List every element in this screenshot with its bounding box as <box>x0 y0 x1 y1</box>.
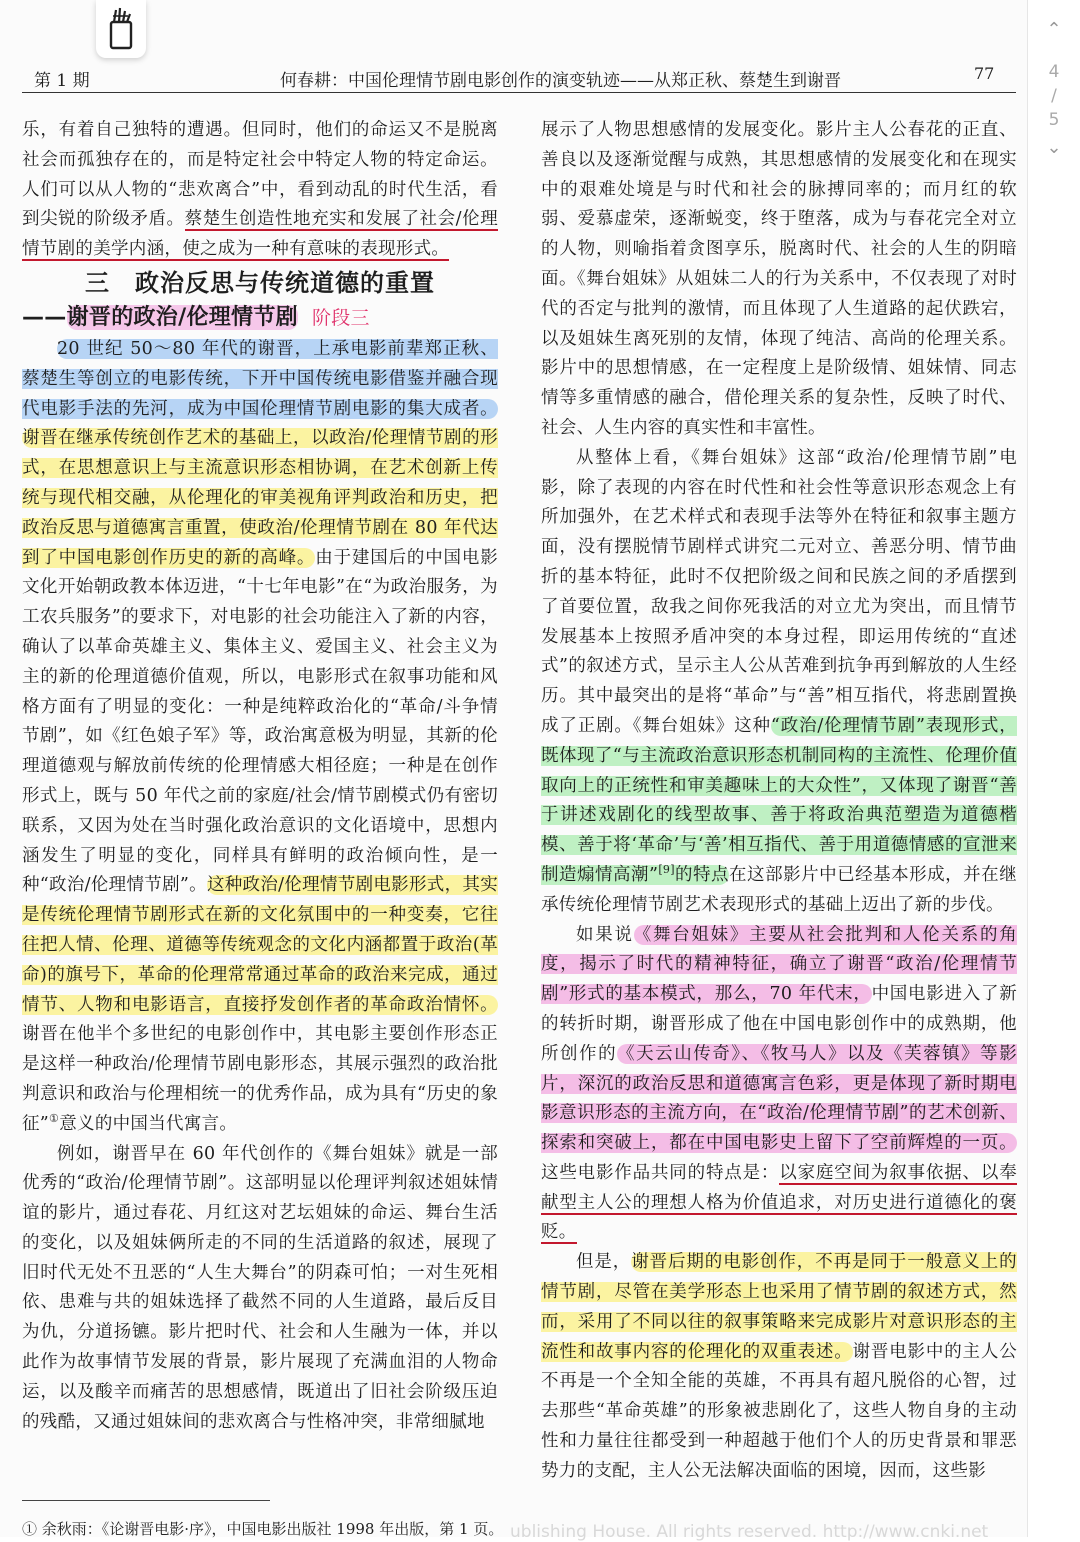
blue-highlight[interactable]: 20 世纪 50～80 年代的谢晋，上承电影前辈郑正秋、蔡楚生等创立的电影传统，下开中国传统电影借鉴并融合现代电影手法的先河，成为中国伦理情节剧电影的集大成者。 <box>22 338 498 419</box>
pink-highlight[interactable]: 《舞台姐妹》主要从社会批判和人伦关系的角度，揭示了时代的精神特征，确立了谢晋“政治/伦理情节剧”形式的基本模式，那么，70 年代末， <box>541 924 1018 1005</box>
chevron-up-icon[interactable]: ⌃ <box>1046 19 1062 40</box>
page-separator: / <box>1051 86 1057 106</box>
text: 的特点 <box>674 864 730 885</box>
article-title: 何春耕：中国伦理情节剧电影创作的演变轨迹——从郑正秋、蔡楚生到谢晋 <box>280 71 841 91</box>
text: 意义的中国当代寓言。 <box>59 1113 238 1134</box>
footnote-rule <box>22 1500 270 1501</box>
stage-label-annotation[interactable]: 阶段三 <box>311 306 370 329</box>
issue-label: 第 1 期 <box>34 71 90 91</box>
yellow-highlight[interactable]: 这种政治/伦理情节剧电影形式，其实是传统伦理情节剧形式在新的文化氛围中的一种变奏，它往往把人情、伦理、道德等传统观念的文化内涵都置于政治(革命)的旗号下，革命的伦理常常通过革命的政治来完成，通过情节、人物和电影语言，直接抒发创作者的革命政治情怀。 <box>22 875 498 1015</box>
reference-marker[interactable]: [9] <box>658 863 675 877</box>
text: 如果说 <box>576 924 634 945</box>
current-page: 4 <box>1048 62 1060 82</box>
green-highlight[interactable] <box>541 716 1017 885</box>
annotation-tool-button[interactable] <box>96 0 146 58</box>
text: 但是， <box>576 1252 632 1273</box>
subtitle-dash: —— <box>22 304 67 330</box>
text: 从整体上看，《舞台姐妹》这部“政治/伦理情节剧”电影，除了表现的内容在时代性和社会性等意识形态观念上有所加强外，在艺术样式和表现手法等外在特征和叙事主题方面，没有摆脱情节剧样式讲究二元对立、善恶分明、情节曲折的基本特征，此时不仅把阶级之间和民族之间的矛盾摆到了首要位置，敌我之间你死我活的对立尤为突出，而且情节发展基本上按照矛盾冲突的本身过程，即运用传统的“直述式”的叙述方式，呈示主人公从苦难到抗争再到解放的人生经历。其中最突出的是将“革命”与“善”相互指代，将悲剧置换成了正剧。《舞台姐妹》这种 <box>541 447 1017 736</box>
right-column <box>541 116 1017 1487</box>
text: 谢晋在他半个多世纪的电影创作中，其电影主要创作形态正是这样一种政治/伦理情节剧电影形态，其展示强烈的政治批判意识和政治与伦理相统一的优秀作品，成为具有“历史的象征” <box>22 1024 498 1134</box>
footnote: ① 余秋雨：《论谢晋电影·序》，中国电影出版社 1998 年出版，第 1 页。 <box>22 1520 504 1538</box>
section-title: 三 政治反思与传统道德的重置 <box>85 268 435 297</box>
running-header <box>22 64 1016 94</box>
yellow-highlight[interactable]: 谢晋在继承传统创作艺术的基础上，以政治/伦理情节剧的形式，在思想意识上与主流意识形态相协调，在艺术创新上传统与现代相交融，从伦理化的审美视角评判政治和历史，把政治反思与道德寓言重置，使政治/伦理情节剧在 80 年代达到了中国电影创作历史的新的高峰。 <box>22 428 498 568</box>
right-paragraph-3 <box>541 921 1017 1249</box>
pink-highlight[interactable]: 《天云山传奇》、《牧马人》以及《芙蓉镇》等影片，深沉的政治反思和道德寓言色彩，更是体现了新时期电影意识形态的主流方向，在“政治/伦理情节剧”的艺术创新、探索和突破上，都在中国电影史上留下了空前辉煌的一页。 <box>541 1043 1018 1154</box>
left-column <box>22 116 498 1437</box>
text: 这些电影作品共同的特点是： <box>541 1162 780 1183</box>
page-number: 77 <box>974 64 995 83</box>
right-paragraph-1: 展示了人物思想感情的发展变化。影片主人公春花的正直、善良以及逐渐觉醒与成熟，其思想感情的发展变化和在现实中的艰难处境是与时代和社会的脉搏同率的；而月红的软弱、爱慕虚荣，逐渐蜕变，终于堕落，成为与春花完全对立的人物，则喻指着贪图享乐，脱离时代、社会的人生的阴暗面。《舞台姐妹》从姐妹二人的行为关系中，不仅表现了对时代的否定与批判的激情，而且体现了人生道路的起伏跌宕，以及姐妹生离死别的友情，体现了纯洁、高尚的伦理关系。影片中的思想情感，在一定程度上是阶级情、姐妹情、同志情等多重情感的融合，借伦理关系的复杂性，反映了时代、社会、人生内容的真实性和丰富性。 <box>541 120 1017 438</box>
text: 中国电影进入了新的转折时期，谢晋形成了他在中国电影创作中的成熟期，他所创作的 <box>541 984 1017 1064</box>
left-paragraph-1 <box>22 116 498 265</box>
text: “政治/伦理情节剧”表现形式，既体现了“与主流政治意识形态机制同构的主流性、伦理价值取向上的正统性和审美趣味上的大众性”，又体现了谢晋“善于讲述戏剧化的线型故事、善于将政治典范塑造为道德楷模、善于将‘革命’与‘善’相互指代、善于用道德情感的宣泄来制造煽情高潮” <box>541 715 1017 885</box>
chevron-down-icon[interactable]: ⌄ <box>1046 137 1062 158</box>
text: 谢晋电影中的主人公不再是一个全知全能的英雄，不再具有超凡脱俗的心智，过去那些“革命英雄”的形象被悲剧化了，这些人物自身的主动性和力量往往都受到一种超越于他们个人的历史背景和罪恶势力的支配，主人公无法解决面临的困境，因而，这些影 <box>541 1341 1017 1481</box>
red-underline-annotation[interactable]: 以家庭空间为叙事依据、以奉献型主人公的理想人格为价值追求，对历史进行道德化的褒贬。 <box>541 1162 1017 1243</box>
footnote-marker[interactable]: ① <box>49 1111 60 1125</box>
section-subtitle <box>22 301 498 335</box>
pen-holder-icon <box>108 6 134 50</box>
subtitle-highlight[interactable]: 谢晋的政治/伦理情节剧 <box>66 304 298 330</box>
page-counter <box>1040 60 1068 132</box>
right-paragraph-4 <box>541 1248 1017 1486</box>
left-paragraph-2 <box>22 335 498 1140</box>
watermark: ublishing House. All rights reserved. http://www.cnki.net <box>510 1522 989 1542</box>
total-pages: 5 <box>1048 110 1060 130</box>
text: 乐，有着自己独特的遭遇。但同时，他们的命运又不是脱离社会而孤独存在的，而是特定社会中特定人物的特定命运。人们可以从人物的“悲欢离合”中，看到动乱的时代生活，看到尖锐的阶级矛盾。 <box>22 120 498 230</box>
page-navigator <box>1028 0 1080 1537</box>
text: 在这部影片中已经基本形成，并在继承传统伦理情节剧艺术表现形式的基础上迈出了新的步伐。 <box>541 864 1017 915</box>
yellow-highlight[interactable]: 谢晋后期的电影创作，不再是同于一般意义上的情节剧，尽管在美学形态上也采用了情节剧的叙述方式，然而，采用了不同以往的叙事策略来完成影片对意识形态的主流性和故事内容的伦理化的双重表述。 <box>541 1252 1017 1362</box>
red-underline-annotation[interactable]: 蔡楚生创造性地充实和发展了社会/伦理情节剧的美学内涵，使之成为一种有意味的表现形式。 <box>22 209 498 260</box>
text: 由于建国后的中国电影文化开始朝政教本体迈进，“十七年电影”在“为政治服务，为工农兵服务”的要求下，对电影的社会功能注入了新的内容，确认了以革命英雄主义、集体主义、爱国主义、社会主义为主的新的伦理道德价值观，所以，电影形式在叙事功能和风格方面有了明显的变化：一种是纯粹政治化的“革命/斗争情节剧”，如《红色娘子军》等，政治寓意极为明显，其新的伦理道德观与解放前传统的伦理情感大相径庭；一种是在创作形式上，既与 50 年代之前的家庭/社会/情节剧模式仍有密切联系，又因为处在当时强化政治意识的文化语境中，思想内涵发生了明显的变化，同样具有鲜明的政治倾向性，是一种“政治/伦理情节剧”。 <box>22 547 498 896</box>
left-paragraph-3: 例如，谢晋早在 60 年代创作的《舞台姐妹》就是一部优秀的“政治/伦理情节剧”。这部明显以伦理评判叙述姐妹情谊的影片，通过春花、月红这对艺坛姐妹的命运、舞台生活的变化，以及姐妹俩所走的不同的生活道路的叙述，展现了旧时代无处不丑恶的“人生大舞台”的阴森可怕；一对生死相依、患难与共的姐妹选择了截然不同的人生道路，最后反目为仇，分道扬镳。影片把时代、社会和人生融为一体，并以此作为故事情节发展的背景，影片展现了充满血泪的人物命运，以及酸辛而痛苦的思想感情，既道出了旧社会阶级压迫的残酷，又通过姐妹间的悲欢离合与性格冲突，非常细腻地 <box>22 1143 498 1432</box>
right-paragraph-2 <box>541 444 1017 921</box>
header-rule <box>22 92 1016 93</box>
